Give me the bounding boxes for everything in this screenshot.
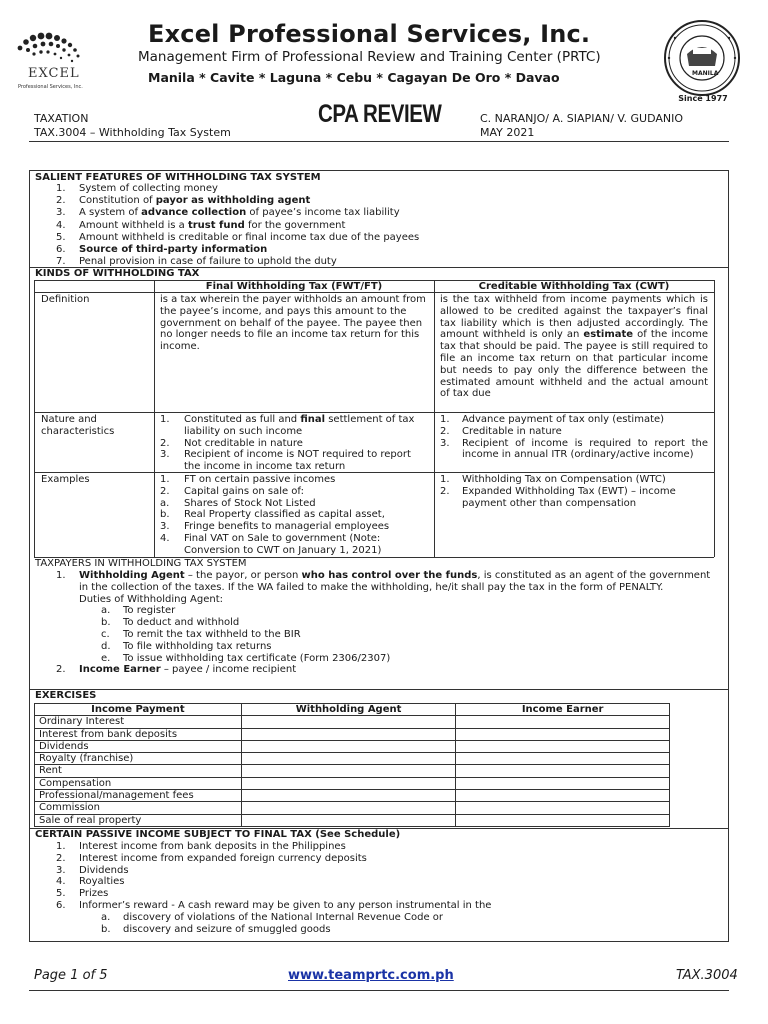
exercise-row xyxy=(35,740,670,752)
salient-item: 4. Amount withheld is a trust fund for the government xyxy=(56,219,346,231)
fwt-nature: 1. Constituted as full and final settlement of tax liability on such income 2. Not creditable in nature 3. Recipient of income is NOT required to report the income in income tax return xyxy=(160,414,415,473)
passive-sub-item: b. discovery and seizure of smuggled goods xyxy=(101,923,331,935)
duty-item: a. To register xyxy=(101,605,176,617)
passive-heading: CERTAIN PASSIVE INCOME SUBJECT TO FINAL TAX (See Schedule) xyxy=(35,829,401,840)
salient-item: 3. A system of advance collection of payee’s income tax liability xyxy=(56,207,400,219)
exercise-income-payment: Compensation xyxy=(35,777,242,789)
salient-item: 6. Source of third-party information xyxy=(56,244,268,256)
exercise-withholding-agent-cell[interactable] xyxy=(241,753,456,765)
examples-label: Examples xyxy=(41,474,90,485)
page-number: Page 1 of 5 xyxy=(34,968,108,983)
exercise-row xyxy=(35,765,670,777)
col-fwt-header: Final Withholding Tax (FWT/FT) xyxy=(205,281,383,292)
exercise-income-payment: Interest from bank deposits xyxy=(35,728,242,740)
kinds-heading: KINDS OF WITHHOLDING TAX xyxy=(35,268,200,279)
exercise-withholding-agent-cell[interactable] xyxy=(241,740,456,752)
salient-item: 5. Amount withheld is creditable or final income tax due of the payees xyxy=(56,231,420,243)
taxpayers-heading: TAXPAYERS IN WITHHOLDING TAX SYSTEM xyxy=(35,558,247,569)
exercise-column-header: Income Payment xyxy=(35,704,242,716)
withholding-agent-item: 1. Withholding Agent – the payor, or person who has control over the funds, is constituted as an agent of the government in the collection of the taxes. If the WA failed to make the withholding, he/it shall pay the tax in the form of PENALTY. Duties of Withholding Agent: a. To register b. To deduct and withhold c. To remit the tax withheld to the BIR d. To file withholding tax returns e. To issue withholding tax certificate (Form 2306/2307) 2. Income Earner – payee / income recipient xyxy=(56,570,718,676)
company-subtitle: Management Firm of Professional Review and Training Center (PRTC) xyxy=(138,49,601,65)
passive-item: 2. Interest income from expanded foreign currency deposits xyxy=(56,852,367,864)
cwt-nature: 1. Advance payment of tax only (estimate) 2. Creditable in nature 3. Recipient of income is required to report the income in annual ITR (ordinary/active income) xyxy=(440,414,708,461)
passive-item: 4. Royalties xyxy=(56,876,125,888)
definition-label: Definition xyxy=(41,294,90,305)
code-title: TAX.3004 – Withholding Tax System xyxy=(34,126,231,139)
salient-item: 2. Constitution of payor as withholding agent xyxy=(56,195,311,207)
exercise-row xyxy=(35,753,670,765)
exercise-withholding-agent-cell[interactable] xyxy=(241,765,456,777)
passive-item: 6. Informer’s reward - A cash reward may be given to any person instrumental in the xyxy=(56,899,492,911)
exercise-withholding-agent-cell[interactable] xyxy=(241,716,456,728)
passive-item: 5. Prizes xyxy=(56,888,109,900)
date: MAY 2021 xyxy=(480,126,535,139)
passive-sub-item: a. discovery of violations of the National Internal Revenue Code or xyxy=(101,911,444,923)
exercise-column-header: Income Earner xyxy=(456,704,670,716)
fwt-definition: is a tax wherein the payer withholds an amount from the payee’s income, and pays this amount to the government on behalf of the payee. The payee then no longer needs to file an income tax return for this income. xyxy=(160,294,426,353)
duty-item: e. To issue withholding tax certificate (Form 2306/2307) xyxy=(101,652,391,664)
exercise-income-earner-cell[interactable] xyxy=(456,728,670,740)
exercise-withholding-agent-cell[interactable] xyxy=(241,728,456,740)
exercise-income-earner-cell[interactable] xyxy=(456,765,670,777)
since-year: Since 1977 xyxy=(678,94,728,103)
website-link[interactable]: www.teamprtc.com.ph xyxy=(288,968,454,983)
logo-text: EXCEL xyxy=(28,66,80,81)
prtc-seal xyxy=(655,18,749,102)
exercise-income-earner-cell[interactable] xyxy=(456,753,670,765)
fwt-examples: 1. FT on certain passive incomes 2. Capital gains on sale of: a. Shares of Stock Not Listed b. Real Property classified as capital asset, 3. Fringe benefits to managerial employees 4. Final VAT on Sale to government (Note: Conversion to CWT on January 1, 2021) xyxy=(160,474,390,556)
exercise-income-earner-cell[interactable] xyxy=(456,740,670,752)
exercise-withholding-agent-cell[interactable] xyxy=(241,814,456,826)
duty-item: d. To file withholding tax returns xyxy=(101,640,272,652)
passive-list xyxy=(56,841,706,935)
exercise-income-earner-cell[interactable] xyxy=(456,716,670,728)
exercise-row xyxy=(35,716,670,728)
exercise-row xyxy=(35,777,670,789)
exercises-table xyxy=(34,703,670,827)
exercise-row xyxy=(35,790,670,802)
exercise-column-header: Withholding Agent xyxy=(241,704,456,716)
header-divider xyxy=(29,141,729,142)
exercise-row xyxy=(35,802,670,814)
salient-item: 1. System of collecting money xyxy=(56,183,218,194)
exercise-income-payment: Professional/management fees xyxy=(35,790,242,802)
salient-item: 7. Penal provision in case of failure to uphold the duty xyxy=(56,256,337,268)
exercise-income-earner-cell[interactable] xyxy=(456,790,670,802)
document-code: TAX.3004 xyxy=(676,968,738,983)
exercise-withholding-agent-cell[interactable] xyxy=(241,777,456,789)
cwt-definition: is the tax withheld from income payments which is allowed to be credited against the taxpayer’s final tax liability which is then adjusted accordingly. The amount withheld is only an estimate of the income tax that should be paid. The payee is still required to file an income tax return on that particular income but needs to pay only the difference between the estimated amount withheld and the actual amount of tax due xyxy=(440,294,708,400)
nature-label: Nature and characteristics xyxy=(41,414,115,437)
logo-small-text: Professional Services, Inc. xyxy=(18,84,83,90)
exercise-income-payment: Rent xyxy=(35,765,242,777)
salient-list xyxy=(56,183,419,268)
exercise-income-earner-cell[interactable] xyxy=(456,814,670,826)
duty-item: b. To deduct and withhold xyxy=(101,617,240,629)
salient-heading: SALIENT FEATURES OF WITHHOLDING TAX SYSTEM xyxy=(35,172,321,183)
authors: C. NARANJO/ A. SIAPIAN/ V. GUDANIO xyxy=(480,112,684,125)
col-cwt-header: Creditable Withholding Tax (CWT) xyxy=(478,281,670,292)
passive-item: 1. Interest income from bank deposits in the Philippines xyxy=(56,841,346,852)
cpa-review-banner: CPA REVIEW xyxy=(318,100,442,128)
exercise-withholding-agent-cell[interactable] xyxy=(241,790,456,802)
subject: TAXATION xyxy=(34,112,89,125)
footer-divider xyxy=(29,990,729,991)
branch-cities: Manila * Cavite * Laguna * Cebu * Cagayan De Oro * Davao xyxy=(148,70,560,85)
exercise-income-payment: Sale of real property xyxy=(35,814,242,826)
exercise-income-earner-cell[interactable] xyxy=(456,802,670,814)
company-name: Excel Professional Services, Inc. xyxy=(148,20,591,48)
exercise-row xyxy=(35,728,670,740)
passive-item: 3. Dividends xyxy=(56,864,129,876)
exercise-income-payment: Dividends xyxy=(35,740,242,752)
exercise-income-payment: Commission xyxy=(35,802,242,814)
exercise-row xyxy=(35,814,670,826)
seal-text: MANILA xyxy=(692,70,719,77)
exercises-heading: EXERCISES xyxy=(35,690,97,701)
seal-graphic xyxy=(655,18,749,102)
duty-item: c. To remit the tax withheld to the BIR xyxy=(101,628,301,640)
exercise-withholding-agent-cell[interactable] xyxy=(241,802,456,814)
exercise-income-payment: Royalty (franchise) xyxy=(35,753,242,765)
exercise-income-earner-cell[interactable] xyxy=(456,777,670,789)
cwt-examples: 1. Withholding Tax on Compensation (WTC) 2. Expanded Withholding Tax (EWT) – income payment other than compensation xyxy=(440,474,676,509)
exercise-income-payment: Ordinary Interest xyxy=(35,716,242,728)
company-logo xyxy=(14,28,92,100)
